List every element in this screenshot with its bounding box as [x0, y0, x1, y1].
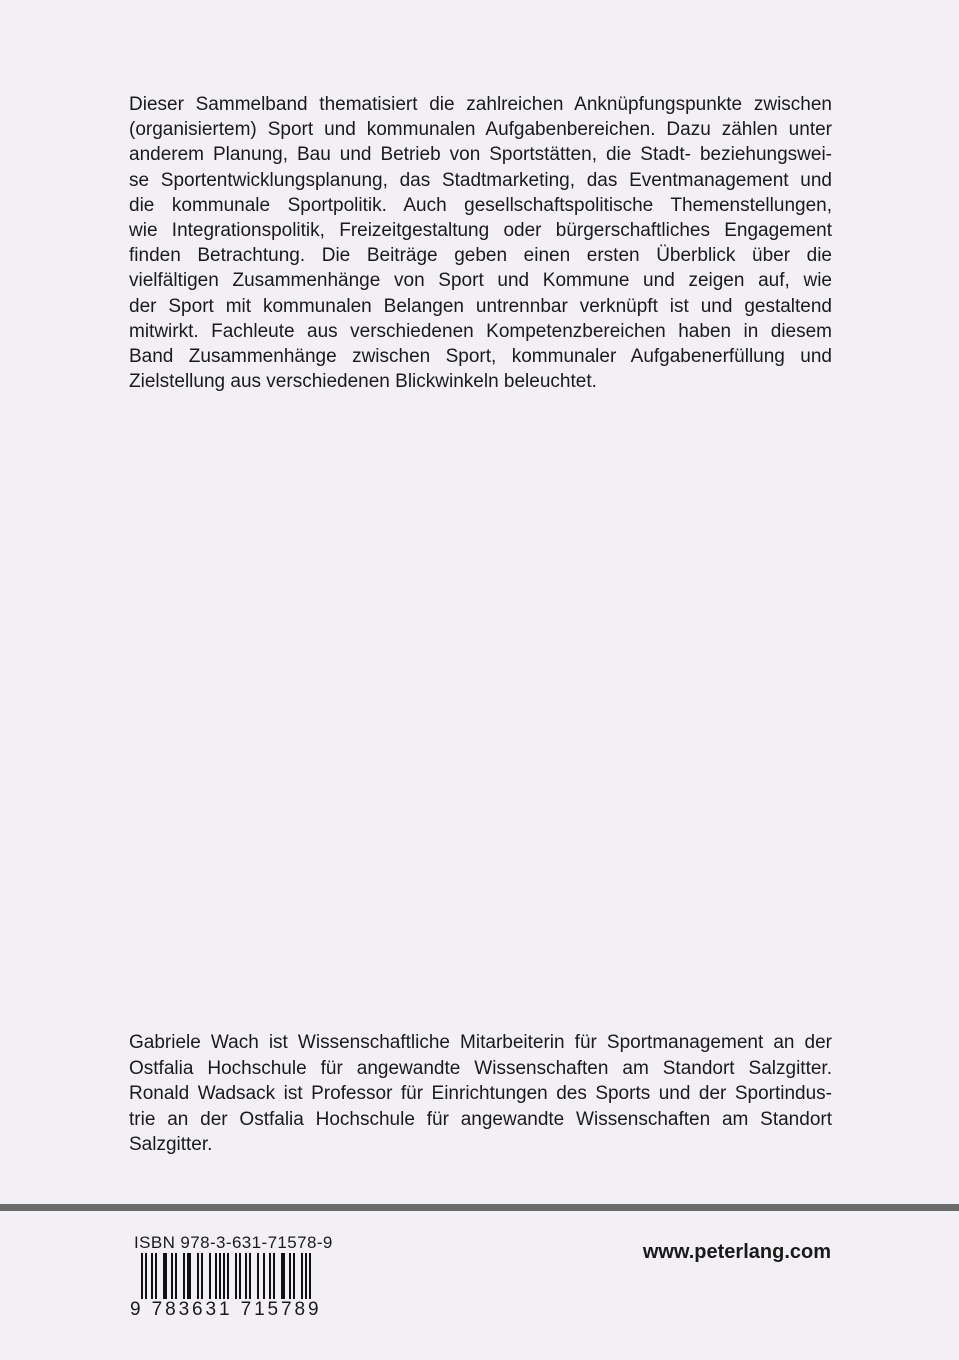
- barcode-bar: [263, 1253, 265, 1301]
- description-line: Zielstellung aus verschiedenen Blickwinkeln beleuchtet.: [129, 371, 597, 393]
- barcode-bar: [209, 1253, 211, 1301]
- barcode-bar: [163, 1253, 167, 1301]
- barcode-bar: [151, 1253, 153, 1301]
- barcode-bar: [281, 1253, 285, 1301]
- description-line: Band Zusammenhänge zwischen Sport, kommunaler Aufgabenerfüllung und: [129, 346, 832, 368]
- barcode-bar: [289, 1253, 291, 1301]
- description-line: der Sport mit kommunalen Belangen untrennbar verknüpft ist und gestaltend: [129, 295, 832, 317]
- barcode-bar: [257, 1253, 259, 1301]
- barcode-bar: [197, 1253, 199, 1301]
- barcode-bar: [269, 1253, 271, 1301]
- barcode-bar: [219, 1253, 221, 1301]
- bio-line: Ostfalia Hochschule für angewandte Wissenschaften am Standort Salzgitter.: [129, 1057, 832, 1079]
- barcode-bar: [201, 1253, 203, 1301]
- description-line: mitwirkt. Fachleute aus verschiedenen Kompetenzbereichen haben in diesem: [129, 320, 832, 342]
- bio-line: Ronald Wadsack ist Professor für Einrichtungen des Sports und der Sportindus-: [129, 1083, 832, 1105]
- description-line: (organisiertem) Sport und kommunalen Aufgabenbereichen. Dazu zählen unter: [129, 119, 832, 141]
- author-bio: [129, 1030, 832, 1158]
- barcode-bar: [293, 1253, 295, 1301]
- description-line: die kommunale Sportpolitik. Auch gesellschaftspolitische Themenstellungen,: [129, 194, 832, 216]
- barcode-bar: [175, 1253, 177, 1301]
- publisher-website[interactable]: www.peterlang.com: [642, 1241, 831, 1263]
- barcode-bar: [239, 1253, 241, 1301]
- footer-divider: [0, 1204, 959, 1211]
- description-text: [129, 92, 832, 394]
- barcode-bar: [245, 1253, 247, 1301]
- barcode-bar: [183, 1253, 185, 1301]
- description-line: wie Integrationspolitik, Freizeitgestaltung oder bürgerschaftliches Engagement: [129, 220, 832, 242]
- bio-line: Gabriele Wach ist Wissenschaftliche Mitarbeiterin für Sportmanagement an der: [129, 1032, 832, 1053]
- barcode-digits: [129, 1299, 339, 1321]
- barcode-bar: [171, 1253, 173, 1301]
- barcode-bar: [235, 1253, 237, 1301]
- isbn-label: ISBN 978-3-631-71578-9: [134, 1233, 333, 1252]
- description-line: finden Betrachtung. Die Beiträge geben einen ersten Überblick über die: [129, 245, 832, 267]
- barcode-bar: [155, 1253, 157, 1301]
- barcode-bar: [215, 1253, 217, 1301]
- bio-line: Salzgitter.: [129, 1134, 213, 1156]
- barcode-bar: [249, 1253, 251, 1301]
- description-line: vielfältigen Zusammenhänge von Sport und Kommune und zeigen auf, wie: [129, 270, 832, 292]
- description-line: anderem Planung, Bau und Betrieb von Sportstätten, die Stadt- beziehungswei-: [129, 144, 832, 166]
- barcode-bar: [273, 1253, 275, 1301]
- description-line: Dieser Sammelband thematisiert die zahlreichen Anknüpfungspunkte zwischen: [129, 94, 832, 115]
- bio-line: trie an der Ostfalia Hochschule für angewandte Wissenschaften am Standort: [129, 1108, 832, 1130]
- barcode-number: 9 783631 715789: [130, 1299, 322, 1320]
- barcode-bar: [187, 1253, 191, 1301]
- description-line: se Sportentwicklungsplanung, das Stadtmarketing, das Eventmanagement und: [129, 169, 832, 191]
- barcode-bar: [301, 1253, 303, 1301]
